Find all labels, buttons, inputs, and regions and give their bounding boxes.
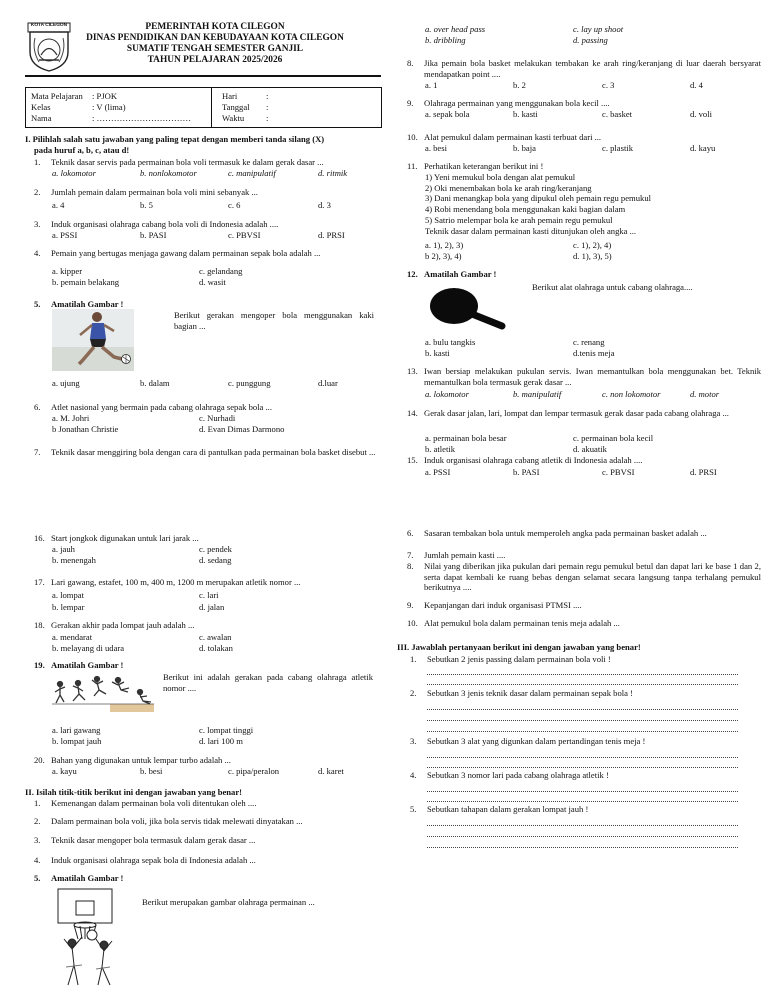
q8-option-b[interactable]: b. 2: [513, 80, 526, 90]
q7-option-d[interactable]: d. passing: [573, 35, 608, 45]
q14-option-b[interactable]: b. atletik: [425, 444, 456, 454]
waktu-field[interactable]: :: [266, 113, 269, 123]
tanggal-label: Tanggal: [222, 102, 250, 112]
kelas-value: : V (lima): [92, 102, 126, 112]
s2-question-8: 8. Nilai yang diberikan jika pukulan dari pemain regu pemukul betul dan dapat lari ke base 1 dan 2, serta dapat kembali ke ruang bebas dengan selamat secara langsung tanpa terhalang pemukul berikutnya ....: [407, 561, 761, 593]
answer-line[interactable]: [427, 731, 738, 732]
q12-option-d[interactable]: d.tenis meja: [573, 348, 615, 358]
answer-line[interactable]: [427, 709, 738, 710]
question-1: 1. Teknik dasar servis pada permainan bola voli termasuk ke dalam gerak dasar ...: [34, 157, 324, 167]
q4-option-d[interactable]: d. wasit: [199, 277, 226, 287]
q2-option-c[interactable]: c. 6: [228, 200, 241, 210]
q11-option-d[interactable]: d. 1), 3), 5): [573, 251, 612, 261]
s2-question-5: 5. Amatilah Gambar !: [34, 873, 124, 883]
q2-option-b[interactable]: b. 5: [140, 200, 153, 210]
q6-option-c[interactable]: c. Nurhadi: [199, 413, 236, 423]
s2-question-9: 9. Kepanjangan dari induk organisasi PTMSI ....: [407, 600, 582, 610]
q2-option-d[interactable]: d. 3: [318, 200, 331, 210]
q20-option-c[interactable]: c. pipa/peralon: [228, 766, 280, 776]
q5-option-c[interactable]: c. punggung: [228, 378, 271, 388]
q11-item: 4) Robi menendang bola menggunakan kaki bagian dalam: [425, 204, 626, 215]
q11-option-a[interactable]: a. 1), 2), 3): [425, 240, 464, 250]
q11-item: 3) Dani menangkap bola yang dipukul oleh pemain regu pemukul: [425, 193, 652, 204]
question-20: 20. Bahan yang digunakan untuk lempar turbo adalah ...: [34, 755, 231, 765]
q12-option-a[interactable]: a. bulu tangkis: [425, 337, 476, 347]
s3-question-1: 1. Sebutkan 2 jenis passing dalam permainan bola voli !: [410, 654, 611, 664]
q15-option-d[interactable]: d. PRSI: [690, 467, 717, 477]
question-16: 16. Start jongkok digunakan untuk lari jarak ...: [34, 533, 199, 543]
q16-option-d[interactable]: d. sedang: [199, 555, 232, 565]
question-7: 7. Teknik dasar menggiring bola dengan cara di pantulkan pada permainan bola basket disebut ...: [34, 447, 376, 457]
header-line-2: DINAS PENDIDIKAN DAN KEBUDAYAAN KOTA CILEGON: [86, 33, 344, 43]
q18-option-d[interactable]: d. tolakan: [199, 643, 233, 653]
answer-line[interactable]: [427, 720, 738, 721]
q13-option-d[interactable]: d. motor: [690, 389, 720, 399]
s3-question-2: 2. Sebutkan 3 jenis teknik dasar dalam permainan sepak bola !: [410, 688, 633, 698]
q15-option-c[interactable]: c. PBVSI: [602, 467, 635, 477]
question-18: 18. Gerakan akhir pada lompat jauh adalah ...: [34, 620, 195, 630]
q8-option-d[interactable]: d. 4: [690, 80, 703, 90]
answer-line[interactable]: [427, 684, 738, 685]
q11-option-b[interactable]: b 2), 3), 4): [425, 251, 462, 261]
hari-label: Hari: [222, 91, 238, 101]
q14-option-c[interactable]: c. permainan bola kecil: [573, 433, 654, 443]
s2-question-4: 4. Induk organisasi olahraga sepak bola di Indonesia adalah ...: [34, 855, 256, 865]
q13-option-a[interactable]: a. lokomotor: [425, 389, 469, 399]
question-17: 17. Lari gawang, estafet, 100 m, 400 m, 1200 m merupakan atletik nomor ...: [34, 577, 301, 587]
q6-option-a[interactable]: a. M. Johri: [52, 413, 90, 423]
kelas-label: Kelas: [31, 102, 51, 112]
q19-option-d[interactable]: d. lari 100 m: [199, 736, 243, 746]
q17-option-d[interactable]: d. jalan: [199, 602, 225, 612]
q16-option-c[interactable]: c. pendek: [199, 544, 232, 554]
question-11: 11. Perhatikan keterangan berikut ini !: [407, 161, 544, 171]
long-jump-illustration: [52, 674, 154, 714]
q5-option-d[interactable]: d.luar: [318, 378, 338, 388]
q4-option-b[interactable]: b. pemain belakang: [52, 277, 120, 287]
q5-description: Berikut gerakan mengoper bola menggunakan kaki bagian ...: [174, 310, 374, 331]
section1-title-cont: pada huruf a, b, c, atau d!: [34, 145, 130, 155]
s2-question-3: 3. Teknik dasar mengoper bola termasuk dalam gerak dasar ...: [34, 835, 256, 845]
q9-option-c[interactable]: c. basket: [602, 109, 633, 119]
soccer-pass-illustration: [52, 309, 134, 371]
q16-option-b[interactable]: b. menengah: [52, 555, 96, 565]
q8-option-c[interactable]: c. 3: [602, 80, 615, 90]
question-10: 10. Alat pemukul dalam permainan kasti terbuat dari ...: [407, 132, 602, 142]
section2-title: II. Isilah titik-titik berikut ini dengan jawaban yang benar!: [25, 787, 243, 797]
question-8: 8. Jika pemain bola basket melakukan tembakan ke arah ring/keranjang di luar daerah bersyarat mendapatkan point ....: [407, 58, 761, 79]
q10-option-b[interactable]: b. baja: [513, 143, 536, 153]
q3-option-a[interactable]: a. PSSI: [52, 230, 78, 240]
q19-option-b[interactable]: b. lompat jauh: [52, 736, 102, 746]
q11-item: 5) Satrio melempar bola ke arah pemain regu pemukul: [425, 214, 613, 225]
s2-question-10: 10. Alat pemukul bola dalam permainan tenis meja adalah ...: [407, 618, 620, 628]
q11-option-c[interactable]: c. 1), 2), 4): [573, 240, 612, 250]
q11-prompt: Teknik dasar dalam permainan kasti ditunjukan oleh angka ...: [425, 225, 637, 236]
nama-field[interactable]: : ……………………………: [92, 113, 192, 123]
answer-line[interactable]: [427, 801, 738, 802]
q3-option-d[interactable]: d. PRSI: [318, 230, 345, 240]
q19-option-a[interactable]: a. lari gawang: [52, 725, 101, 735]
q6-option-d[interactable]: d. Evan Dimas Darmono: [199, 424, 285, 434]
q5-option-b[interactable]: b. dalam: [140, 378, 170, 388]
q19-description: Berikut ini adalah gerakan pada cabang olahraga atletik nomor ....: [163, 672, 373, 693]
question-14: 14. Gerak dasar jalan, lari, lompat dan lempar termasuk gerak dasar pada cabang olahraga ...: [407, 408, 729, 418]
question-9: 9. Olahraga permainan yang menggunakan bola kecil ....: [407, 98, 610, 108]
nama-label: Nama: [31, 113, 52, 123]
q5-option-a[interactable]: a. ujung: [52, 378, 80, 388]
header-title: [60, 22, 370, 66]
q1-option-c[interactable]: c. manipulatif: [228, 168, 276, 178]
question-19: 19. Amatilah Gambar !: [34, 660, 124, 670]
table-tennis-bat-illustration: [428, 286, 508, 330]
q11-item: 2) Oki menembakan bola ke arah ring/keranjang: [425, 182, 592, 193]
q14-option-d[interactable]: d. akuatik: [573, 444, 607, 454]
q10-option-c[interactable]: c. plastik: [602, 143, 634, 153]
q11-item: 1) Yeni memukul bola dengan alat pemukul: [425, 172, 576, 182]
s3-question-3: 3. Sebutkan 3 alat yang digunkan dalam pertandingan tenis meja !: [410, 736, 646, 746]
hari-field[interactable]: :: [266, 91, 269, 101]
section1-title: I. Pilihlah salah satu jawaban yang paling tepat dengan memberi tanda silang (X): [25, 134, 325, 144]
question-6: 6. Atlet nasional yang bermain pada cabang olahraga sepak bola ...: [34, 402, 272, 412]
tanggal-field[interactable]: :: [266, 102, 269, 112]
answer-line[interactable]: [427, 825, 738, 826]
q9-option-b[interactable]: b. kasti: [513, 109, 538, 119]
q12-option-b[interactable]: b. kasti: [425, 348, 450, 358]
s2-question-7: 7. Jumlah pemain kasti ....: [407, 550, 506, 560]
question-4: 4. Pemain yang bertugas menjaga gawang dalam permainan sepak bola adalah ...: [34, 248, 321, 258]
waktu-label: Waktu: [222, 113, 245, 123]
mapel-label: Mata Pelajaran: [31, 91, 83, 101]
s2-question-1: 1. Kemenangan dalam permainan bola voli ditentukan oleh ....: [34, 798, 257, 808]
header-line-1: PEMERINTAH KOTA CILEGON: [145, 22, 285, 32]
question-2: 2. Jumlah pemain dalam permainan bola voli mini sebanyak ...: [34, 187, 258, 197]
answer-line[interactable]: [427, 847, 738, 848]
s3-question-5: 5. Sebutkan tahapan dalam gerakan lompat jauh !: [410, 804, 589, 814]
question-3: 3. Induk organisasi olahraga cabang bola voli di Indonesia adalah ....: [34, 219, 279, 229]
header-line-3: SUMATIF TENGAH SEMESTER GANJIL: [126, 44, 304, 54]
q2-option-a[interactable]: a. 4: [52, 200, 65, 210]
q18-option-a[interactable]: a. mendarat: [52, 632, 93, 642]
q17-option-a[interactable]: a. lompat: [52, 590, 84, 600]
q20-option-d[interactable]: d. karet: [318, 766, 344, 776]
q4-option-c[interactable]: c. gelandang: [199, 266, 243, 276]
q1-option-b[interactable]: b. nonlokomotor: [140, 168, 197, 178]
q7-option-a[interactable]: a. over head pass: [425, 24, 486, 34]
answer-line[interactable]: [427, 767, 738, 768]
answer-line[interactable]: [427, 791, 738, 792]
q20-option-a[interactable]: a. kayu: [52, 766, 77, 776]
q13-option-c[interactable]: c. non lokomotor: [602, 389, 661, 399]
logo-caption: KOTA CILEGON: [30, 23, 68, 28]
s2-question-2: 2. Dalam permainan bola voli, jika bola servis tidak melewati dinyatakan ...: [34, 816, 303, 826]
question-15: 15. Induk organisasi olahraga cabang atletik di Indonesia adalah ....: [407, 455, 643, 465]
mapel-value: : PJOK: [92, 91, 118, 101]
question-13: 13. Iwan bersiap melakukan pukulan servis. Iwan memantulkan bola menggunakan bet. Teknik memantulkan bola termasuk gerak dasar ...: [407, 366, 761, 387]
q6-option-b[interactable]: b Jonathan Christie: [52, 424, 119, 434]
q8-option-a[interactable]: a. 1: [425, 80, 438, 90]
q12-description: Berikut alat olahraga untuk cabang olahraga....: [532, 282, 693, 292]
q16-option-a[interactable]: a. jauh: [52, 544, 75, 554]
q9-option-a[interactable]: a. sepak bola: [425, 109, 470, 119]
q12-option-c[interactable]: c. renang: [573, 337, 605, 347]
q9-option-d[interactable]: d. voli: [690, 109, 712, 119]
q4-option-a[interactable]: a. kipper: [52, 266, 83, 276]
question-5: 5. Amatilah Gambar !: [34, 299, 124, 309]
q10-option-a[interactable]: a. besi: [425, 143, 447, 153]
q1-option-d[interactable]: d. ritmik: [318, 168, 348, 178]
s2-q5-description: Berikut merupakan gambar olahraga permainan ...: [142, 897, 315, 907]
answer-line[interactable]: [427, 674, 738, 675]
q10-option-d[interactable]: d. kayu: [690, 143, 716, 153]
q15-option-b[interactable]: b. PASI: [513, 467, 540, 477]
answer-line[interactable]: [427, 836, 738, 837]
q17-option-b[interactable]: b. lempar: [52, 602, 85, 612]
q15-option-a[interactable]: a. PSSI: [425, 467, 451, 477]
q19-option-c[interactable]: c. lompat tinggi: [199, 725, 254, 735]
q13-option-b[interactable]: b. manipulatif: [513, 389, 562, 399]
q11-list: [425, 172, 651, 236]
q7-option-c[interactable]: c. lay up shoot: [573, 24, 624, 34]
q1-option-a[interactable]: a. lokomotor: [52, 168, 96, 178]
q14-option-a[interactable]: a. permainan bola besar: [425, 433, 507, 443]
s2-question-6: 6. Sasaran tembakan bola untuk memperoleh angka pada permainan basket adalah ...: [407, 528, 707, 538]
question-12: 12. Amatilah Gambar !: [407, 269, 497, 279]
s3-question-4: 4. Sebutkan 3 nomor lari pada cabang olahraga atletik !: [410, 770, 609, 780]
basketball-illustration: [52, 887, 134, 989]
identity-box: [25, 87, 382, 128]
q17-option-c[interactable]: c. lari: [199, 590, 219, 600]
section3-title: III. Jawablah pertanyaan berikut ini dengan jawaban yang benar!: [397, 642, 641, 652]
header-divider: [25, 75, 381, 77]
q7-option-b[interactable]: b. dribbling: [425, 35, 466, 45]
q3-option-c[interactable]: c. PBVSI: [228, 230, 261, 240]
q18-option-b[interactable]: b. melayang di udara: [52, 643, 125, 653]
header-line-4: TAHUN PELAJARAN 2025/2026: [147, 55, 283, 65]
q20-option-b[interactable]: b. besi: [140, 766, 163, 776]
q18-option-c[interactable]: c. awalan: [199, 632, 232, 642]
q3-option-b[interactable]: b. PASI: [140, 230, 167, 240]
answer-line[interactable]: [427, 757, 738, 758]
